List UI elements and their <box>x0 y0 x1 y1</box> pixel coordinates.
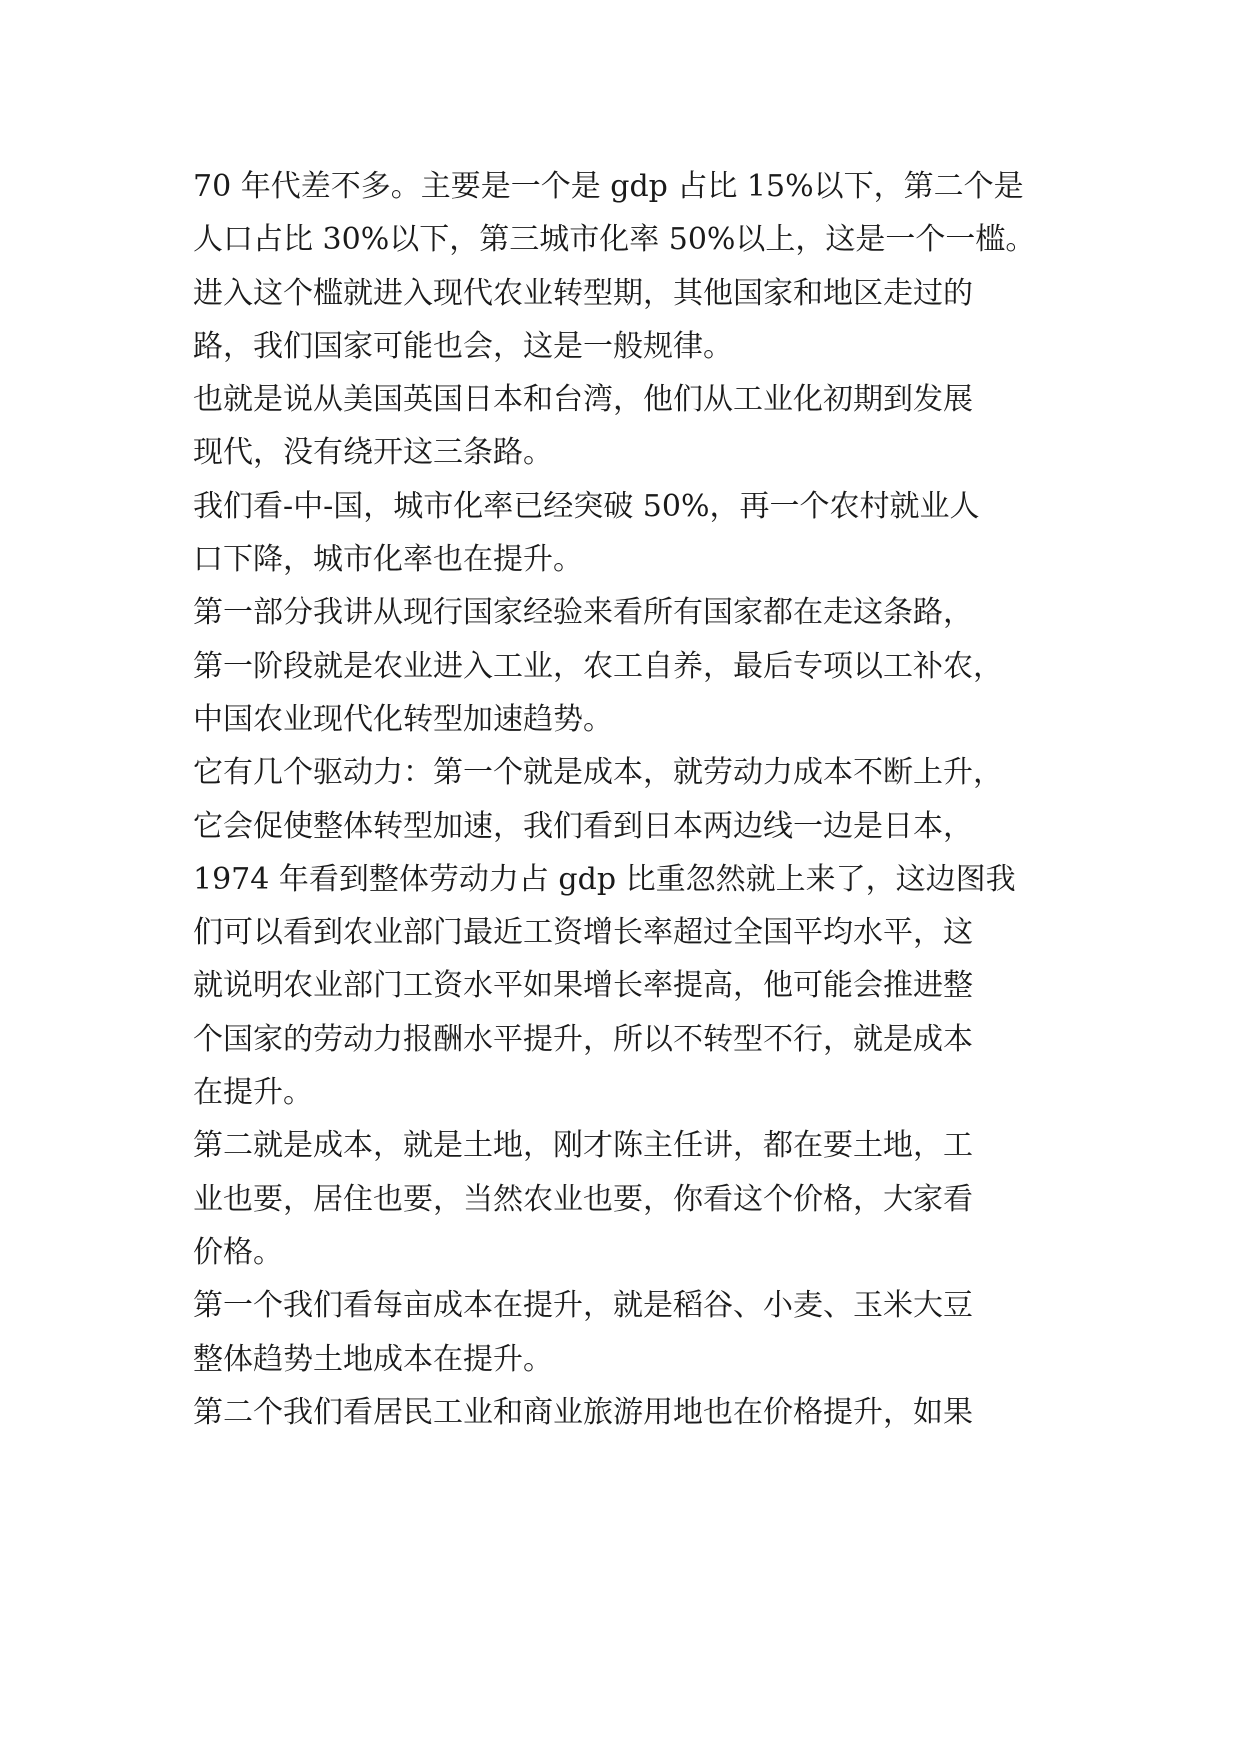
text-line: 在提升。 <box>193 1075 313 1111</box>
text-line: 它有几个驱动力：第一个就是成本，就劳动力成本不断上升， <box>193 755 1003 791</box>
text-line: 个国家的劳动力报酬水平提升，所以不转型不行，就是成本 <box>193 1021 973 1057</box>
text-line: 现代，没有绕开这三条路。 <box>193 435 553 471</box>
text-line: 整体趋势土地成本在提升。 <box>193 1341 553 1377</box>
text-line: 第二个我们看居民工业和商业旅游用地也在价格提升，如果 <box>193 1394 973 1430</box>
text-line: 1974 年看到整体劳动力占 gdp 比重忽然就上来了，这边图我 <box>193 861 1016 897</box>
text-line: 也就是说从美国英国日本和台湾，他们从工业化初期到发展 <box>193 382 973 418</box>
text-line: 路，我们国家可能也会，这是一般规律。 <box>193 328 733 364</box>
text-line: 第一阶段就是农业进入工业，农工自养，最后专项以工补农， <box>193 648 1003 684</box>
text-line: 业也要，居住也要，当然农业也要，你看这个价格，大家看 <box>193 1181 973 1217</box>
text-line: 们可以看到农业部门最近工资增长率超过全国平均水平，这 <box>193 915 973 951</box>
text-line: 就说明农业部门工资水平如果增长率提高，他可能会推进整 <box>193 968 973 1004</box>
text-line: 70 年代差不多。主要是一个是 gdp 占比 15%以下，第二个是 <box>193 169 1024 204</box>
text-line: 第一个我们看每亩成本在提升，就是稻谷、小麦、玉米大豆 <box>193 1288 973 1324</box>
text-line: 口下降，城市化率也在提升。 <box>193 542 583 578</box>
text-line: 进入这个槛就进入现代农业转型期，其他国家和地区走过的 <box>193 275 973 311</box>
text-line: 中国农业现代化转型加速趋势。 <box>193 701 613 737</box>
text-line: 第二就是成本，就是土地，刚才陈主任讲，都在要土地，工 <box>193 1128 973 1164</box>
text-line: 人口占比 30%以下，第三城市化率 50%以上，这是一个一槛。 <box>193 222 1036 258</box>
text-line: 价格。 <box>193 1234 283 1270</box>
text-line: 它会促使整体转型加速，我们看到日本两边线一边是日本， <box>193 808 973 844</box>
text-line: 第一部分我讲从现行国家经验来看所有国家都在走这条路， <box>193 595 973 631</box>
text-line: 我们看-中-国，城市化率已经突破 50%，再一个农村就业人 <box>193 488 980 524</box>
body-text <box>193 160 1073 1439</box>
